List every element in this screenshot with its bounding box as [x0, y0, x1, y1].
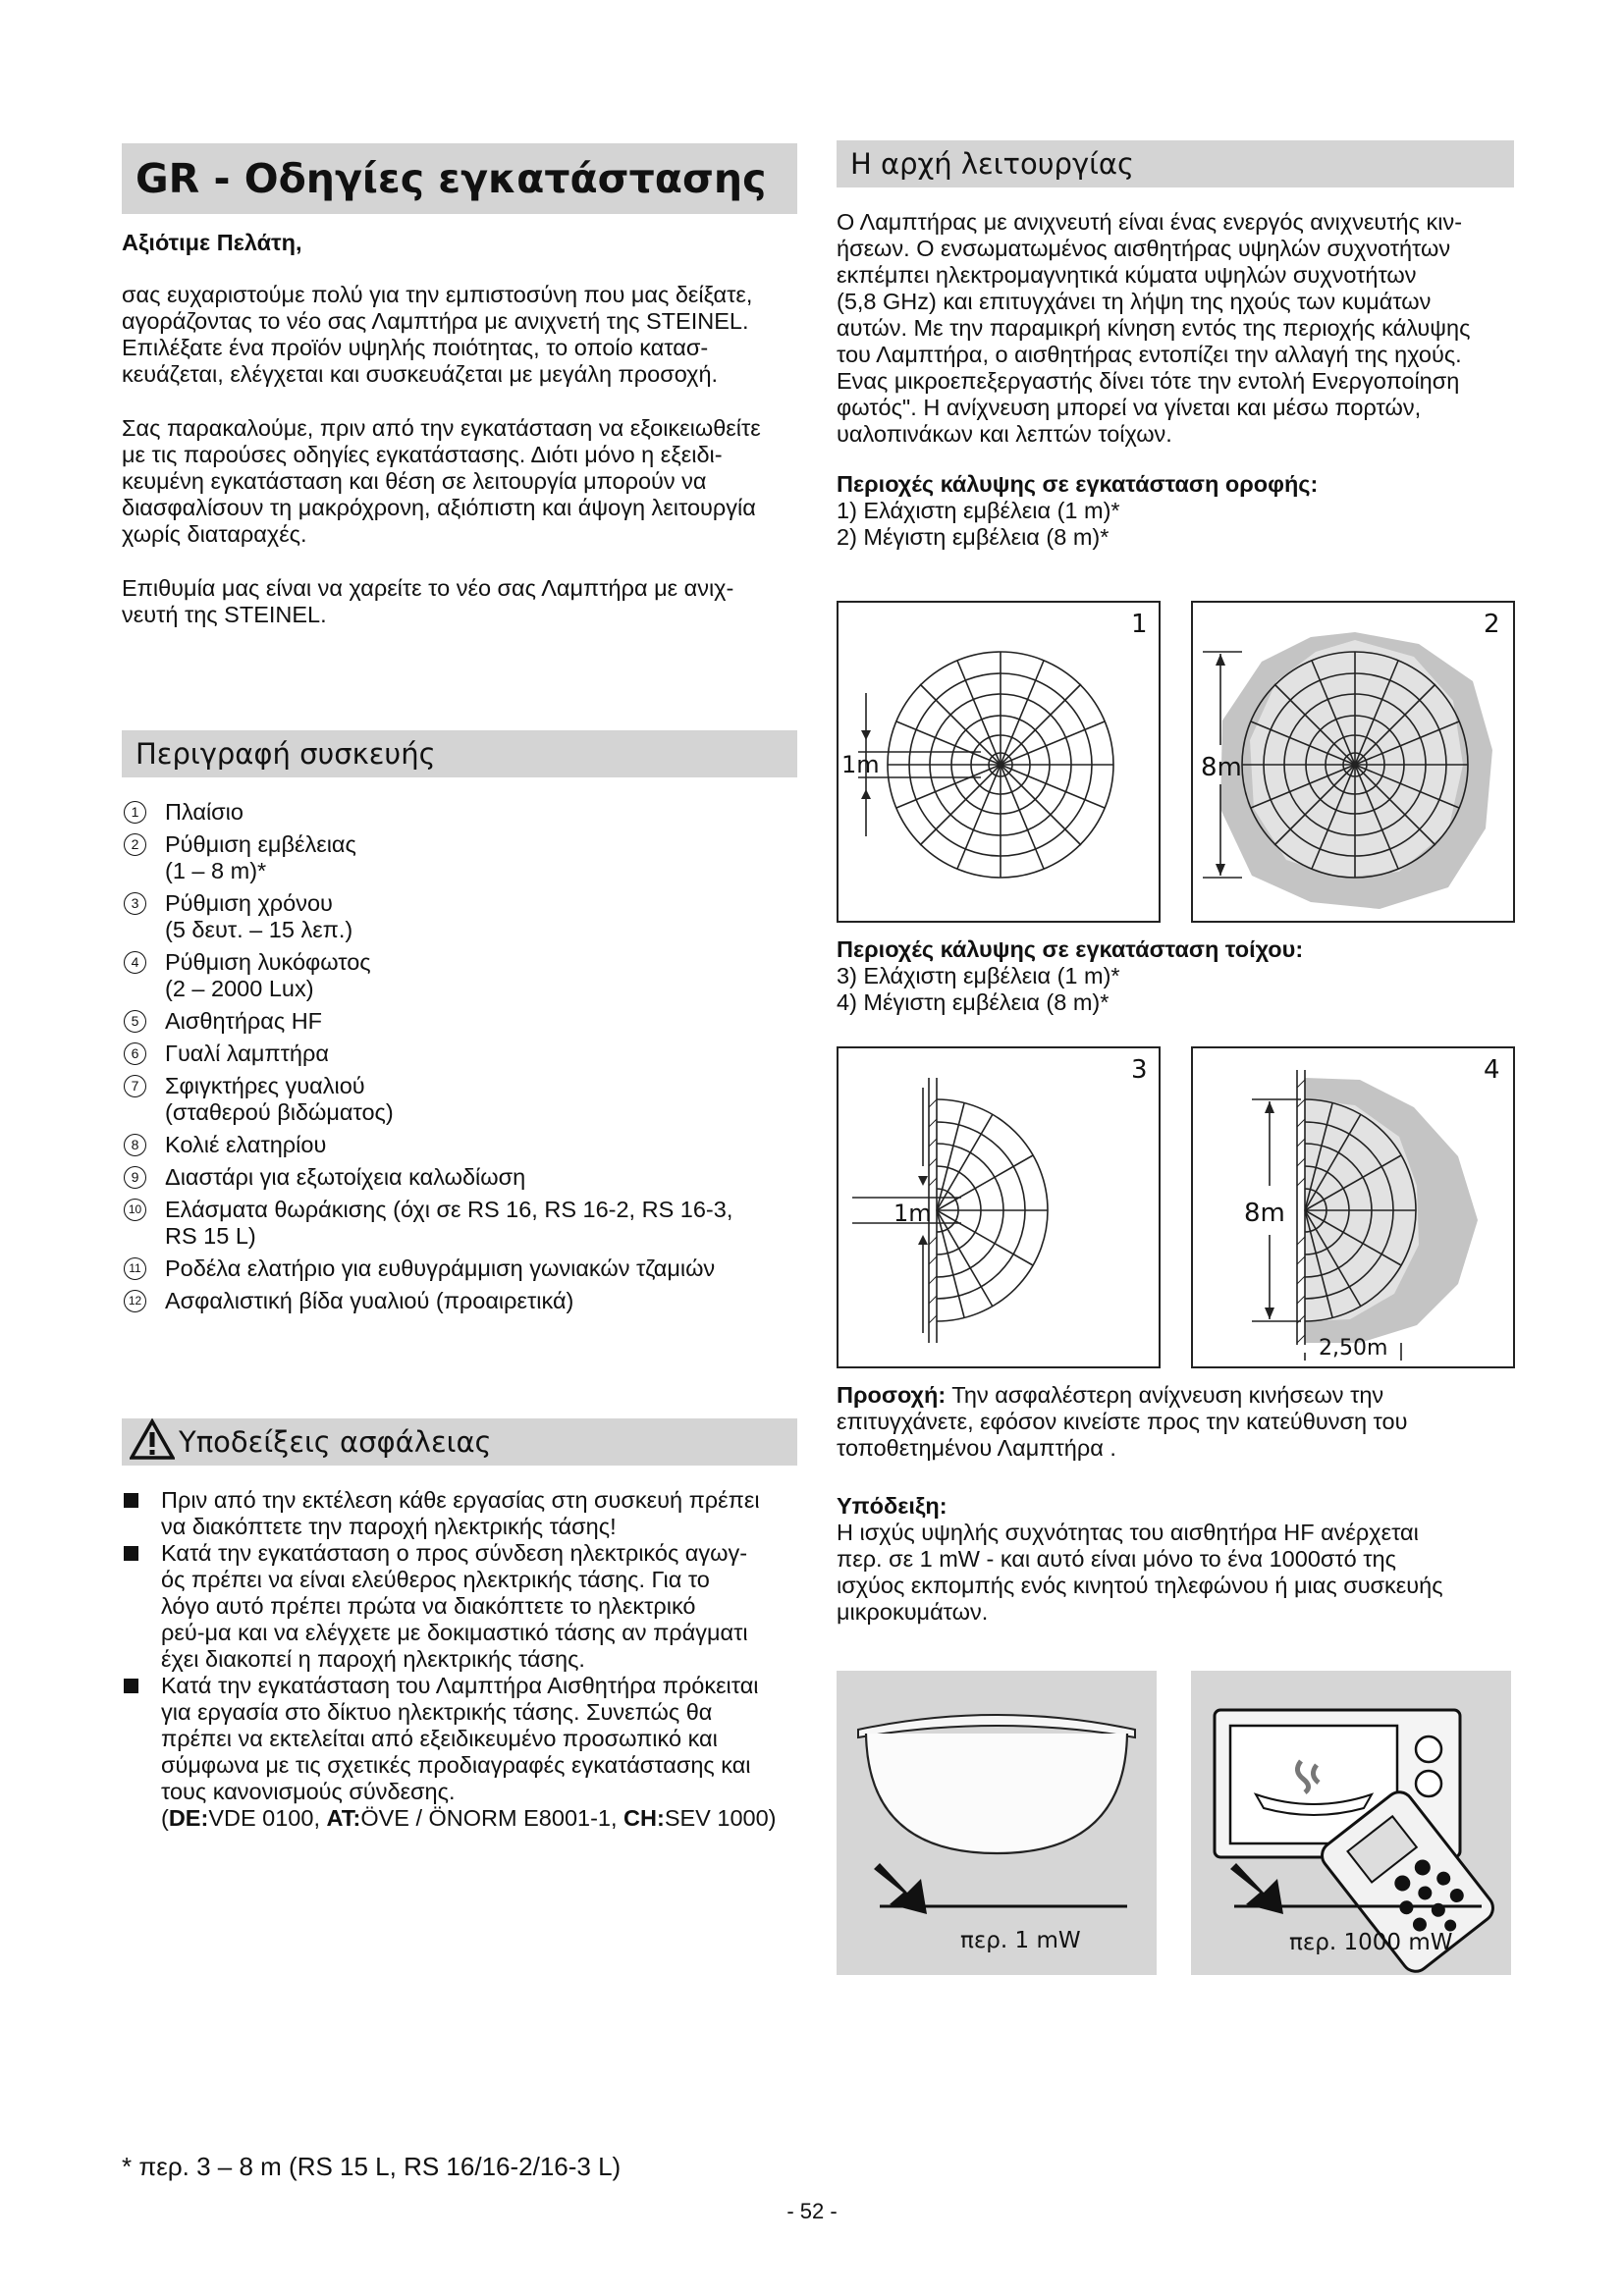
- diagram-ceiling-max: [1191, 601, 1515, 923]
- item-text: RS 15 L): [165, 1223, 256, 1249]
- list-item: [122, 1540, 797, 1673]
- microwave-phone-icon: [1191, 1671, 1511, 1975]
- wish-paragraph: [122, 575, 797, 628]
- coverage-diagram: [1193, 1048, 1513, 1366]
- item-text: Ρύθμιση χρόνου: [165, 890, 333, 916]
- caution-text: Την ασφαλέστερη ανίχνευση κινήσεων την: [946, 1382, 1384, 1408]
- distance-label: 8m: [1201, 753, 1242, 782]
- bullet-square-icon: [124, 1546, 138, 1561]
- text-line: Επιλέξατε ένα προϊόν υψηλής ποιότητας, το οποίο κατασ-: [122, 335, 709, 360]
- power-label: περ. 1 mW: [960, 1928, 1081, 1953]
- item-text: Ασφαλιστική βίδα γυαλιού (προαιρετικά): [165, 1288, 574, 1313]
- text-line: τοποθετημένου Λαμπτήρα .: [837, 1435, 1116, 1461]
- text-line: περ. σε 1 mW - και αυτό είναι μόνο το ένα 1000στό της: [837, 1546, 1396, 1572]
- list-item: [122, 1197, 797, 1250]
- text-line: μικροκυμάτων.: [837, 1599, 989, 1625]
- text-line: φωτός". Η ανίχνευση μπορεί να γίνεται και μέσω πορτών,: [837, 395, 1422, 420]
- right-column: [837, 140, 1514, 551]
- text-line: 2) Μέγιστη εμβέλεια (8 m)*: [837, 524, 1110, 550]
- item-text: πρέπει να εκτελείται από εξειδικευμένο προσωπικό και: [161, 1726, 718, 1751]
- text-line: επιτυγχάνετε, εφόσον κινείστε προς την κατεύθυνση του: [837, 1409, 1408, 1434]
- safety-list: [122, 1487, 797, 1832]
- greeting: Αξιότιμε Πελάτη,: [122, 230, 302, 255]
- text-line: Σας παρακαλούμε, πριν από την εγκατάσταση να εξοικειωθείτε: [122, 415, 761, 441]
- text-line: αυτών. Με την παραμικρή κίνηση εντός της περιοχής κάλυψης: [837, 315, 1471, 341]
- text-line: ήσεων. Ο ενσωματωμένος αισθητήρας υψηλών συχνοτήτων: [837, 236, 1451, 261]
- item-text: Γυαλί λαμπτήρα: [165, 1041, 329, 1066]
- wall-section: [837, 936, 1514, 1016]
- list-item: [122, 831, 797, 884]
- list-item: [122, 1164, 797, 1191]
- note-heading: Υπόδειξη:: [837, 1493, 947, 1519]
- bullet-square-icon: [124, 1493, 138, 1508]
- text-line: ισχύος εκπομπής ενός κινητού τηλεφώνου ή μιας συσκευής: [837, 1573, 1443, 1598]
- item-text: Κατά την εγκατάσταση ο προς σύνδεση ηλεκτρικός αγωγ-: [161, 1540, 748, 1566]
- item-number: 5: [124, 1010, 146, 1033]
- coverage-diagram: [1193, 603, 1513, 921]
- power-label: περ. 1000 mW: [1289, 1930, 1453, 1955]
- list-item: [122, 1673, 797, 1832]
- item-text: (5 δευτ. – 15 λεπ.): [165, 917, 353, 942]
- microwave-phone-illustration: [1191, 1671, 1511, 1975]
- device-description-heading: Περιγραφή συσκευής: [122, 730, 797, 777]
- lamp-icon: [837, 1671, 1157, 1975]
- diagram-ceiling-min: [837, 601, 1161, 923]
- caution-section: [837, 1382, 1514, 1626]
- text-line: νευτή της STEINEL.: [122, 602, 327, 627]
- text-line: εκπέμπει ηλεκτρομαγνητικά κύματα υψηλών συχνοτήτων: [837, 262, 1417, 288]
- item-text: ός πρέπει να είναι ελεύθερος ηλεκτρικής τάσης. Για το: [161, 1567, 710, 1592]
- text-line: Επιθυμία μας είναι να χαρείτε το νέο σας Λαμπτήρα με ανιχ-: [122, 575, 734, 601]
- text-line: κευάζεται, ελέγχεται και συσκευάζεται με μεγάλη προσοχή.: [122, 361, 719, 387]
- distance-label: 1m: [841, 751, 880, 778]
- list-item: [122, 1041, 797, 1067]
- item-text: έχει διακοπεί η παροχή ηλεκτρικής τάσης.: [161, 1646, 585, 1672]
- item-text: Σφιγκτήρες γυαλιού: [165, 1073, 365, 1098]
- page-title: GR - Οδηγίες εγκατάστασης: [122, 143, 797, 214]
- item-text: Διαστάρι για εξωτοίχεια καλωδίωση: [165, 1164, 526, 1190]
- diagram-wall-min: [837, 1046, 1161, 1368]
- parts-list: [122, 799, 797, 1314]
- safety-heading: [122, 1418, 797, 1466]
- item-text: Αισθητήρας HF: [165, 1008, 323, 1034]
- item-text: Ελάσματα θωράκισης (όχι σε RS 16, RS 16-2, RS 16-3,: [165, 1197, 733, 1222]
- item-text: Πλαίσιο: [165, 799, 244, 825]
- item-number: 9: [124, 1166, 146, 1189]
- item-text: ρεύ-μα και να ελέγχετε με δοκιμαστικό τάσης αν πράγματι: [161, 1620, 748, 1645]
- text-line: 3) Ελάχιστη εμβέλεια (1 m)*: [837, 963, 1120, 988]
- distance-label: 8m: [1244, 1199, 1285, 1228]
- list-item: [122, 1255, 797, 1282]
- item-text: για εργασία στο δίκτυο ηλεκτρικής τάσης. Συνεπώς θα: [161, 1699, 713, 1725]
- diagram-number: 1: [1131, 610, 1148, 639]
- text-line: [837, 1382, 1514, 1409]
- item-text: (σταθερού βιδώματος): [165, 1099, 394, 1125]
- item-text: Ροδέλα ελατήριο για ευθυγράμμιση γωνιακών τζαμιών: [165, 1255, 716, 1281]
- request-paragraph: [122, 415, 797, 548]
- item-number: 4: [124, 951, 146, 974]
- item-text: Κολιέ ελατηρίου: [165, 1132, 327, 1157]
- principle-heading: Η αρχή λειτουργίας: [837, 140, 1514, 187]
- page-number: - 52 -: [786, 2199, 838, 2223]
- list-item: [122, 1132, 797, 1158]
- text-line: χωρίς διαταραχές.: [122, 521, 307, 547]
- diagram-number: 3: [1131, 1055, 1148, 1085]
- text-line: Η ισχύς υψηλής συχνότητας του αισθητήρα HF ανέρχεται: [837, 1520, 1419, 1545]
- item-text: Κατά την εγκατάσταση του Λαμπτήρα Αισθητήρα πρόκειται: [161, 1673, 759, 1698]
- item-number: 7: [124, 1075, 146, 1097]
- text-line: 1) Ελάχιστη εμβέλεια (1 m)*: [837, 498, 1120, 523]
- item-text: τους κανονισμούς σύνδεσης.: [161, 1779, 456, 1804]
- footnote: * περ. 3 – 8 m (RS 15 L, RS 16/16-2/16-3 L): [122, 2152, 622, 2181]
- text-line: υαλοπινάκων και λεπτών τοίχων.: [837, 421, 1172, 447]
- principle-paragraph: [837, 209, 1514, 448]
- item-text: σύμφωνα με τις σχετικές προδιαγραφές εγκατάστασης και: [161, 1752, 751, 1778]
- item-text: Ρύθμιση εμβέλειας: [165, 831, 356, 857]
- item-text: λόγο αυτό πρέπει πρώτα να διακόπτετε το ηλεκτρικό: [161, 1593, 696, 1619]
- item-number: 8: [124, 1134, 146, 1156]
- item-number: 6: [124, 1042, 146, 1065]
- list-item: [122, 1288, 797, 1314]
- text-line: κευμένη εγκατάσταση και θέση σε λειτουργία μπορούν να: [122, 468, 707, 494]
- distance-label: 1m: [893, 1200, 932, 1227]
- distance-label: 2,50m: [1319, 1336, 1388, 1361]
- safety-heading-text: Υποδείξεις ασφάλειας: [179, 1425, 492, 1459]
- item-number: 10: [124, 1199, 146, 1221]
- caution-label: Προσοχή:: [837, 1382, 947, 1408]
- intro-paragraph: [122, 282, 797, 388]
- wall-heading: Περιοχές κάλυψης σε εγκατάσταση τοίχου:: [837, 936, 1304, 962]
- left-column: [122, 143, 797, 1832]
- text-line: 4) Μέγιστη εμβέλεια (8 m)*: [837, 989, 1110, 1015]
- text-line: σας ευχαριστούμε πολύ για την εμπιστοσύνη που μας δείξατε,: [122, 282, 753, 307]
- item-text: (2 – 2000 Lux): [165, 976, 314, 1001]
- diagram-number: 4: [1484, 1055, 1500, 1085]
- ceiling-heading: Περιοχές κάλυψης σε εγκατάσταση οροφής:: [837, 471, 1319, 497]
- text-line: του Λαμπτήρα, ο αισθητήρας εντοπίζει την αλλαγή της ηχούς.: [837, 342, 1462, 367]
- item-number: 1: [124, 801, 146, 824]
- list-item: [122, 1487, 797, 1540]
- item-number: 2: [124, 833, 146, 856]
- coverage-diagram: [839, 603, 1159, 921]
- item-text: (1 – 8 m)*: [165, 858, 267, 883]
- diagram-number: 2: [1484, 610, 1500, 639]
- item-text: Ρύθμιση λυκόφωτος: [165, 949, 371, 975]
- coverage-diagram: [839, 1048, 1159, 1366]
- bullet-square-icon: [124, 1679, 138, 1693]
- lamp-illustration: [837, 1671, 1157, 1975]
- item-number: 12: [124, 1290, 146, 1312]
- list-item: [122, 799, 797, 826]
- item-text: Πριν από την εκτέλεση κάθε εργασίας στη συσκευή πρέπει: [161, 1487, 760, 1513]
- warning-icon: [130, 1418, 175, 1460]
- list-item: [122, 1073, 797, 1126]
- text-line: Ο Λαμπτήρας με ανιχνευτή είναι ένας ενεργός ανιχνευτής κιν-: [837, 209, 1463, 235]
- list-item: [122, 890, 797, 943]
- norms-line: (DE:VDE 0100, AT:ÖVE / ÖNORM E8001-1, CH:SEV 1000): [161, 1805, 777, 1831]
- item-number: 3: [124, 892, 146, 915]
- text-line: διασφαλίσουν τη μακρόχρονη, αξιόπιστη και άψογη λειτουργία: [122, 495, 756, 520]
- text-line: (5,8 GHz) και επιτυγχάνει τη λήψη της ηχούς των κυμάτων: [837, 289, 1432, 314]
- text-line: Ενας μικροεπεξεργαστής δίνει τότε την εντολή Ενεργοποίηση: [837, 368, 1460, 394]
- list-item: [122, 949, 797, 1002]
- text-line: με τις παρούσες οδηγίες εγκατάστασης. Διότι μόνο η εξειδι-: [122, 442, 723, 467]
- item-text: να διακόπτετε την παροχή ηλεκτρικής τάσης!: [161, 1514, 617, 1539]
- list-item: [122, 1008, 797, 1035]
- diagram-wall-max: [1191, 1046, 1515, 1368]
- item-number: 11: [124, 1257, 146, 1280]
- text-line: αγοράζοντας το νέο σας Λαμπτήρα με ανιχνετή της STEINEL.: [122, 308, 749, 334]
